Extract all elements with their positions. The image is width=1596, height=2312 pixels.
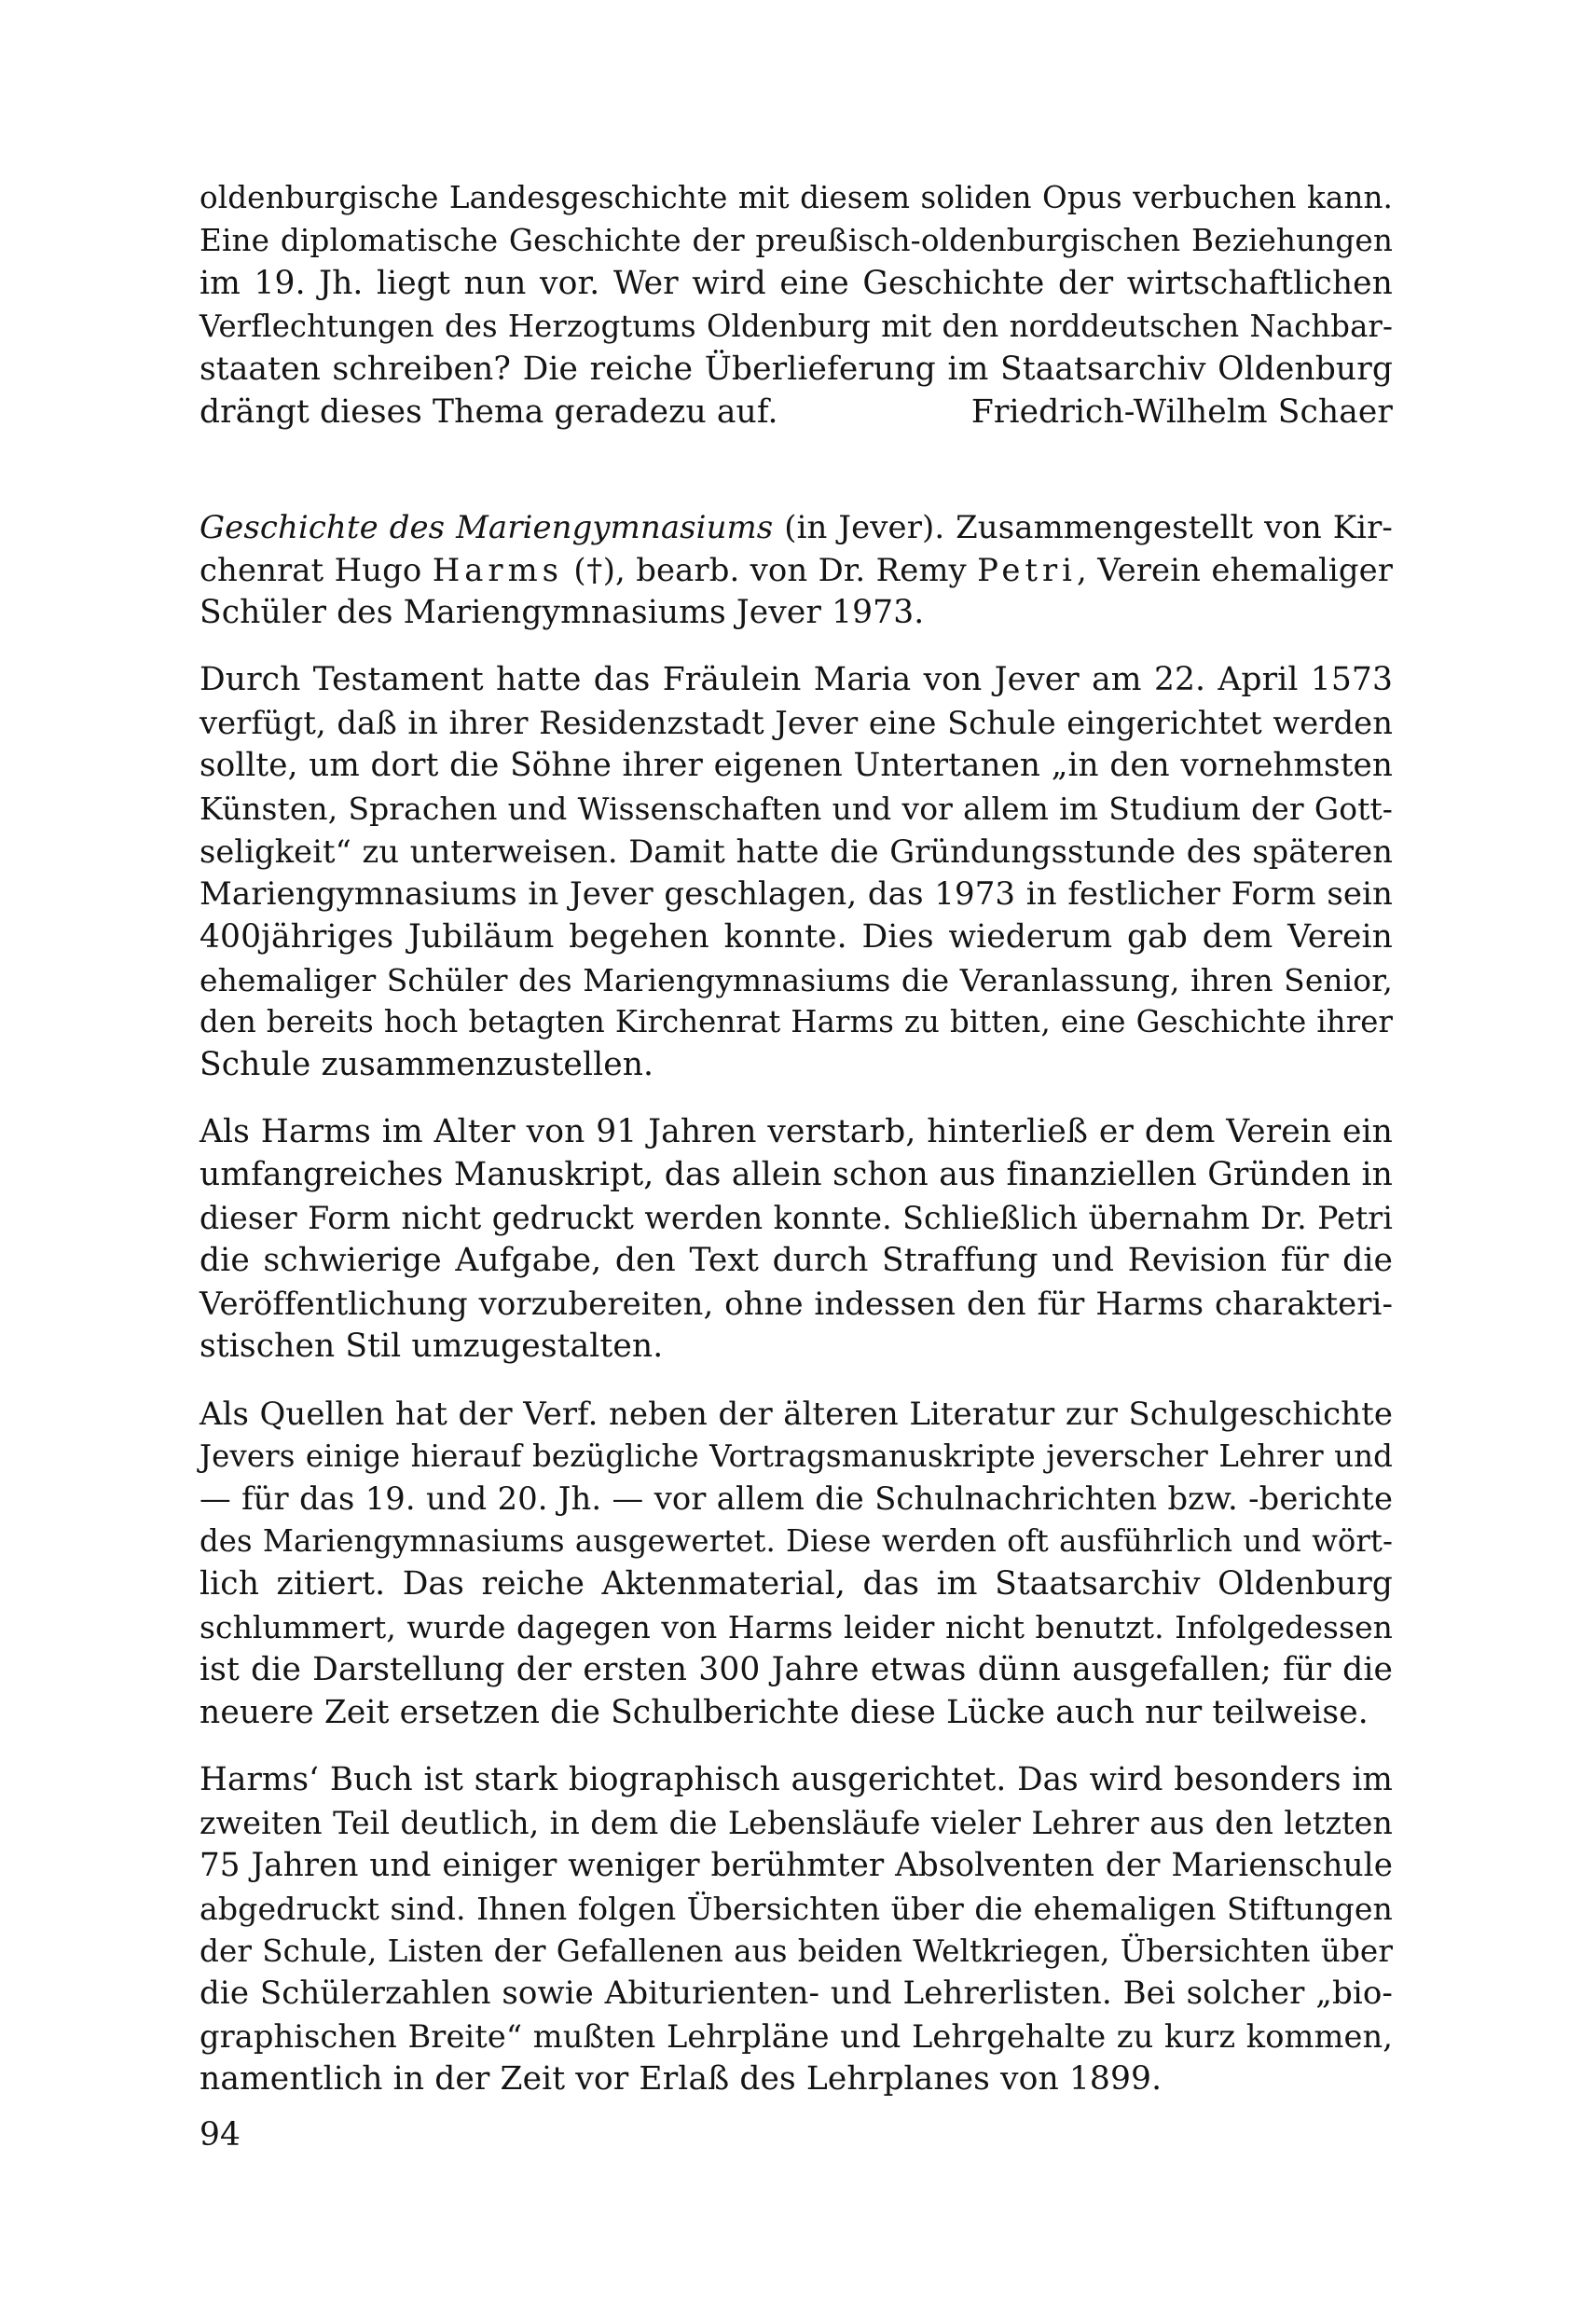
page-number: 94 <box>200 2116 241 2154</box>
text-line: seligkeit“ zu unterweisen. Damit hatte die Gründungsstunde des späteren <box>200 833 1393 870</box>
citation-line: Schüler des Mariengymnasiums Jever 1973. <box>200 594 925 632</box>
citation-line <box>200 549 1393 592</box>
text-line: Veröffentlichung vorzubereiten, ohne indessen den für Harms charakteri- <box>200 1285 1393 1322</box>
reviewer-name: Friedrich-Wilhelm Schaer <box>970 392 1393 431</box>
text-line: die Schülerzahlen sowie Abiturienten- und Lehrerlisten. Bei solcher „bio- <box>200 1975 1393 2013</box>
text-line: Jevers einige hierauf bezügliche Vortragsmanuskripte jeverscher Lehrer und <box>200 1438 1393 1474</box>
citation-text: (in Jever). Zusammengestellt von Kir- <box>773 509 1393 546</box>
text-line: graphischen Breite“ mußten Lehrpläne und Lehrgehalte zu kurz kommen, <box>200 2018 1393 2056</box>
body-paragraph-3 <box>200 1393 1393 1735</box>
text-line: im 19. Jh. liegt nun vor. Wer wird eine Geschichte der wirtschaftlichen <box>200 264 1393 302</box>
text-line: ehemaliger Schüler des Mariengymnasiums die Veranlassung, ihren Senior, <box>200 961 1393 998</box>
author-name: Harms <box>432 552 564 589</box>
text-line: stischen Stil umzugestalten. <box>200 1327 664 1365</box>
paragraph-spacer <box>200 1735 1393 1759</box>
text-line: oldenburgische Landesgeschichte mit diesem soliden Opus verbuchen kann. <box>200 180 1393 215</box>
text-line: des Mariengymnasiums ausgewertet. Diese werden oft ausführlich und wört- <box>200 1523 1393 1560</box>
text-line: Durch Testament hatte das Fräulein Maria von Jever am 22. April 1573 <box>200 661 1393 699</box>
text-line: Schule zusammenzustellen. <box>200 1046 654 1084</box>
text-line: dieser Form nicht gedruckt werden konnte. Schließlich übernahm Dr. Petri <box>200 1200 1393 1237</box>
text-line: verfügt, daß in ihrer Residenzstadt Jever eine Schule eingerichtet werden <box>200 705 1393 742</box>
text-line: die schwierige Aufgabe, den Text durch Straffung und Revision für die <box>200 1241 1393 1279</box>
section-spacer <box>200 434 1393 506</box>
citation-line <box>200 506 1393 549</box>
text-line: den bereits hoch betagten Kirchenrat Harms zu bitten, eine Geschichte ihrer <box>200 1004 1393 1040</box>
book-citation <box>200 506 1393 635</box>
text-line: zweiten Teil deutlich, in dem die Lebensläufe vieler Lehrer aus den letzten <box>200 1804 1393 1841</box>
text-line: Als Harms im Alter von 91 Jahren verstarb, hinterließ er dem Verein ein <box>200 1113 1393 1151</box>
editor-name: Petri <box>977 552 1077 589</box>
text-line: Verflechtungen des Herzogtums Oldenburg mit den norddeutschen Nachbar- <box>200 308 1393 344</box>
citation-text: (†), bearb. von Dr. Remy <box>563 552 978 589</box>
text-line: ist die Darstellung der ersten 300 Jahre etwas dünn ausgefallen; für die <box>200 1651 1393 1689</box>
book-title: Geschichte des Mariengymnasiums <box>200 509 774 546</box>
text-line: sollte, um dort die Söhne ihrer eigenen Untertanen „in den vornehmsten <box>200 746 1393 784</box>
text-line: Harms‘ Buch ist stark biographisch ausgerichtet. Das wird besonders im <box>200 1760 1393 1798</box>
paragraph-spacer <box>200 635 1393 659</box>
text-line: schlummert, wurde dagegen von Harms leider nicht benutzt. Infolgedessen <box>200 1609 1393 1646</box>
text-column <box>200 177 1393 2101</box>
body-paragraph-4 <box>200 1759 1393 2101</box>
text-line: 400jähriges Jubiläum begehen konnte. Dies wiederum gab dem Verein <box>200 917 1393 956</box>
body-paragraph-1 <box>200 659 1393 1087</box>
citation-text: chenrat Hugo <box>200 552 433 589</box>
text-line: Eine diplomatische Geschichte der preußisch-oldenburgischen Beziehungen <box>200 222 1393 258</box>
text-line: lich zitiert. Das reiche Aktenmaterial, das im Staatsarchiv Oldenburg <box>200 1565 1393 1603</box>
signature-line <box>200 392 1393 434</box>
text-line: — für das 19. und 20. Jh. — vor allem die Schulnachrichten bzw. -berichte <box>200 1480 1393 1518</box>
review-paragraph-1 <box>200 177 1393 434</box>
body-paragraph-2 <box>200 1111 1393 1368</box>
paragraph-spacer <box>200 1087 1393 1111</box>
text-line: staaten schreiben? Die reiche Überlieferung im Staatsarchiv Oldenburg <box>200 350 1393 388</box>
text-line: umfangreiches Manuskript, das allein schon aus finanziellen Gründen in <box>200 1156 1393 1194</box>
text-line: drängt dieses Thema geradezu auf. <box>200 392 778 431</box>
text-line: der Schule, Listen der Gefallenen aus beiden Weltkriegen, Übersichten über <box>200 1933 1393 1969</box>
text-line: abgedruckt sind. Ihnen folgen Übersichten über die ehemaligen Stiftungen <box>200 1890 1393 1927</box>
text-line: Mariengymnasiums in Jever geschlagen, das 1973 in festlicher Form sein <box>200 874 1393 913</box>
citation-text: , Verein ehemaliger <box>1077 552 1394 589</box>
text-line: namentlich in der Zeit vor Erlaß des Lehrplanes von 1899. <box>200 2060 1163 2099</box>
text-line: Als Quellen hat der Verf. neben der älteren Literatur zur Schulgeschichte <box>200 1395 1393 1432</box>
text-line: neuere Zeit ersetzen die Schulberichte diese Lücke auch nur teilweise. <box>200 1694 1369 1731</box>
paragraph-spacer <box>200 1369 1393 1393</box>
text-line: 75 Jahren und einiger weniger berühmter Absolventen der Marienschule <box>200 1846 1393 1884</box>
text-line: Künsten, Sprachen und Wissenschaften und vor allem im Studium der Gott- <box>200 790 1393 827</box>
